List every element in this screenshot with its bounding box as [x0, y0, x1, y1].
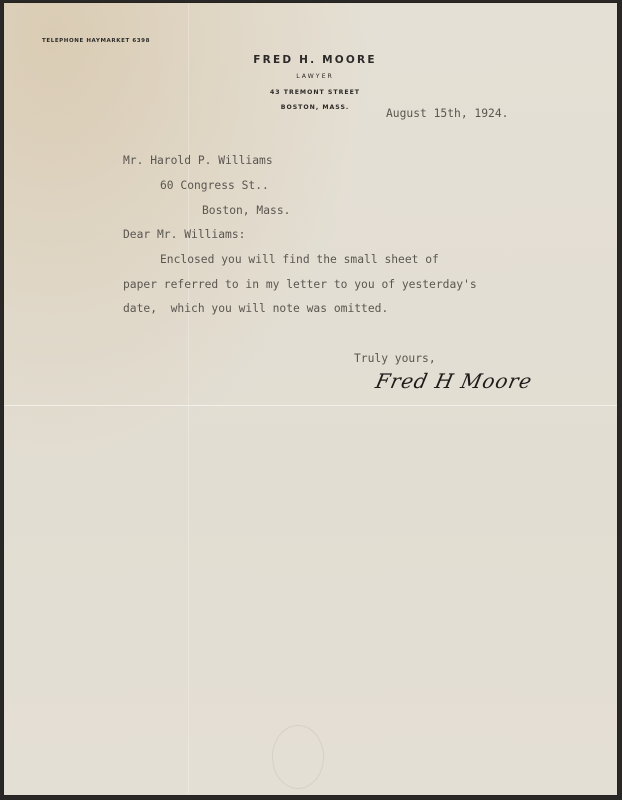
body-line-2: paper referred to in my letter to you of yesterday's	[123, 278, 477, 291]
letterhead-street: 43 TREMONT STREET	[269, 89, 361, 96]
body-line-3: date, which you will note was omitted.	[123, 302, 389, 315]
fold-line-vertical	[188, 3, 189, 795]
recipient-name: Mr. Harold P. Williams	[123, 154, 273, 167]
body-line-1: Enclosed you will find the small sheet of	[160, 253, 439, 266]
salutation: Dear Mr. Williams:	[123, 228, 246, 241]
letter-page	[4, 3, 617, 795]
fold-line-horizontal	[4, 405, 617, 406]
letter-date: August 15th, 1924.	[386, 107, 509, 120]
letterhead-title: LAWYER	[296, 73, 334, 80]
recipient-city: Boston, Mass.	[202, 204, 291, 217]
letterhead-name: FRED H. MOORE	[253, 54, 377, 66]
closing: Truly yours,	[354, 352, 436, 365]
recipient-street: 60 Congress St..	[160, 179, 269, 192]
handwritten-signature: Fred H Moore	[373, 369, 535, 393]
telephone-line: TELEPHONE HAYMARKET 6398	[42, 38, 151, 44]
letterhead-city: BOSTON, MASS.	[280, 104, 350, 111]
watermark-seal-icon	[272, 725, 324, 789]
